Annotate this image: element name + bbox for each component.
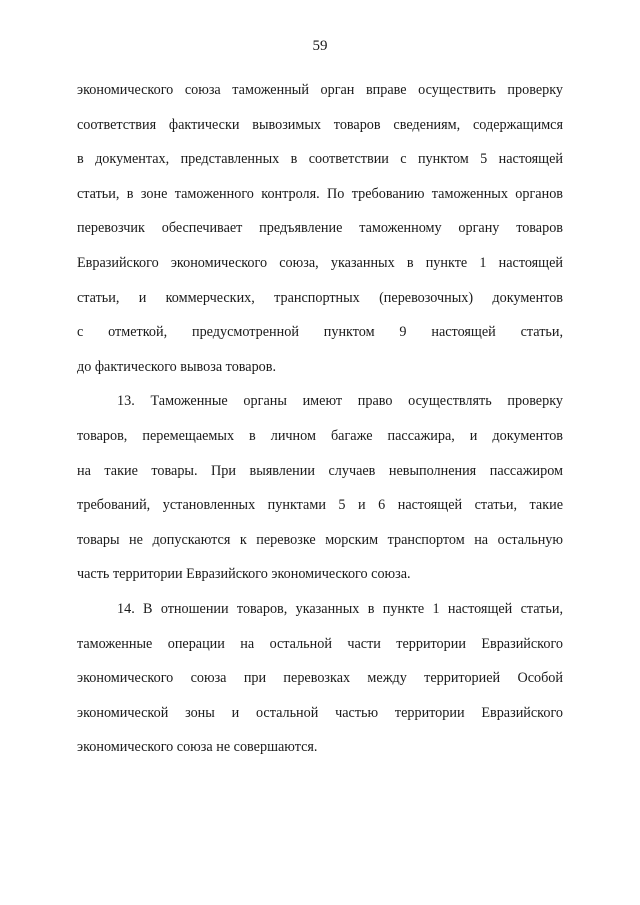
paragraph-13 <box>77 384 563 592</box>
text-line: экономического союза при перевозках между территорией Особой <box>77 670 563 687</box>
text-line: экономического союза таможенный орган вправе осуществить проверку <box>77 82 563 98</box>
text-line: 13. Таможенные органы имеют право осуществлять проверку <box>117 393 563 410</box>
text-line: товары не допускаются к перевозке морским транспортом на остальную <box>77 531 563 548</box>
text-line: статьи, и коммерческих, транспортных (перевозочных) документов <box>77 289 563 306</box>
document-body <box>77 73 563 765</box>
text-line: Евразийского экономического союза, указанных в пункте 1 настоящей <box>77 254 563 271</box>
text-line: часть территории Евразийского экономического союза. <box>77 566 411 583</box>
text-line: требований, установленных пунктами 5 и 6 настоящей статьи, такие <box>77 497 563 514</box>
text-line: в документах, представленных в соответствии с пунктом 5 настоящей <box>77 151 563 168</box>
text-line: соответствия фактически вывозимых товаров сведениям, содержащимся <box>77 116 563 133</box>
text-line: товаров, перемещаемых в личном багаже пассажира, и документов <box>77 427 563 444</box>
text-line: на такие товары. При выявлении случаев невыполнения пассажиром <box>77 462 563 479</box>
paragraph-14 <box>77 592 563 765</box>
text-line: таможенные операции на остальной части территории Евразийского <box>77 635 563 652</box>
text-line: экономической зоны и остальной частью территории Евразийского <box>77 704 563 721</box>
page-number: 59 <box>312 38 328 54</box>
text-line: 14. В отношении товаров, указанных в пункте 1 настоящей статьи, <box>117 600 563 617</box>
text-line: экономического союза не совершаются. <box>77 739 318 756</box>
paragraph-continuation <box>77 73 563 384</box>
text-line: до фактического вывоза товаров. <box>77 358 277 375</box>
text-line: с отметкой, предусмотренной пунктом 9 настоящей статьи, <box>77 324 563 341</box>
text-line: перевозчик обеспечивает предъявление таможенному органу товаров <box>77 220 563 237</box>
text-line: статьи, в зоне таможенного контроля. По требованию таможенных органов <box>77 185 563 202</box>
